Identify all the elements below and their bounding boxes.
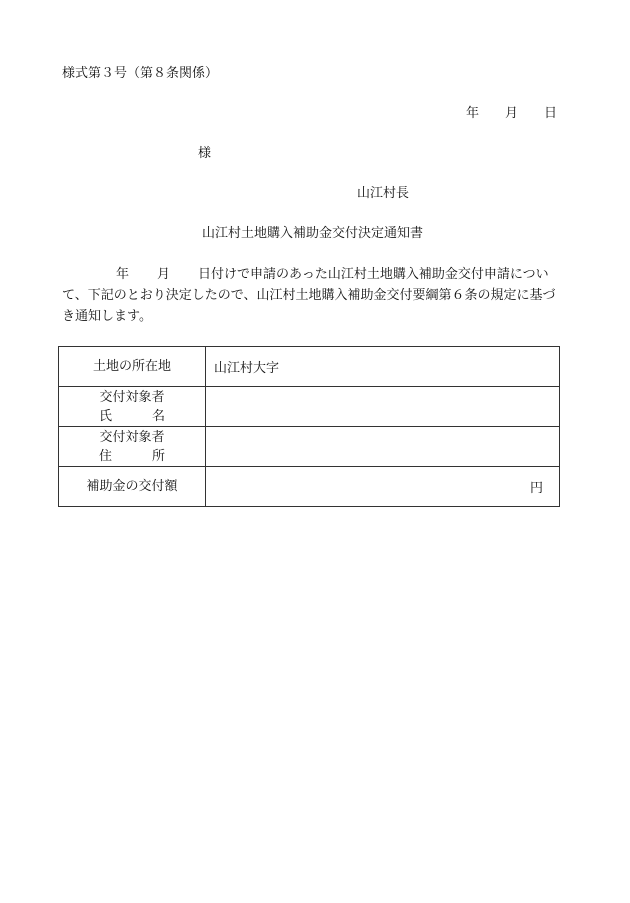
name-label-top: 交付対象者 xyxy=(99,389,165,405)
name-value xyxy=(206,387,560,427)
form-number: 様式第３号（第８条関係） xyxy=(62,66,219,81)
issuer: 山江村長 xyxy=(357,186,410,201)
table-row-location xyxy=(59,347,560,387)
location-value: 山江村大字 xyxy=(206,347,560,387)
document-title: 山江村土地購入補助金交付決定通知書 xyxy=(202,226,424,241)
amount-label: 補助金の交付額 xyxy=(59,467,206,507)
body-year: 年 xyxy=(116,267,130,282)
details-table xyxy=(58,346,560,507)
table-row-address xyxy=(59,427,560,467)
body-line-1 xyxy=(62,264,562,285)
amount-unit: 円 xyxy=(206,467,560,507)
date-month: 月 xyxy=(505,106,519,121)
recipient-suffix: 様 xyxy=(198,146,212,161)
table-row-amount xyxy=(59,467,560,507)
date-year: 年 xyxy=(466,106,480,121)
body-line-3: き通知します。 xyxy=(62,309,152,324)
address-value xyxy=(206,427,560,467)
name-label-b: 名 xyxy=(151,408,165,424)
body-line-2: て、下記のとおり決定したので、山江村土地購入補助金交付要綱第６条の規定に基づ xyxy=(62,288,556,303)
name-label xyxy=(59,387,206,427)
body-text xyxy=(62,264,562,327)
body-line-1-rest: 日付けで申請のあった山江村土地購入補助金交付申請につい xyxy=(198,267,549,282)
address-label xyxy=(59,427,206,467)
address-label-a: 住 xyxy=(99,448,130,464)
body-month: 月 xyxy=(157,267,171,282)
address-label-bottom xyxy=(99,447,165,466)
date-line xyxy=(466,106,557,122)
address-label-b: 所 xyxy=(151,448,165,464)
address-label-top: 交付対象者 xyxy=(99,429,165,445)
name-label-a: 氏 xyxy=(99,408,130,424)
table-row-name xyxy=(59,387,560,427)
name-label-bottom xyxy=(99,407,165,426)
date-day: 日 xyxy=(544,106,558,121)
location-label: 土地の所在地 xyxy=(59,347,206,387)
